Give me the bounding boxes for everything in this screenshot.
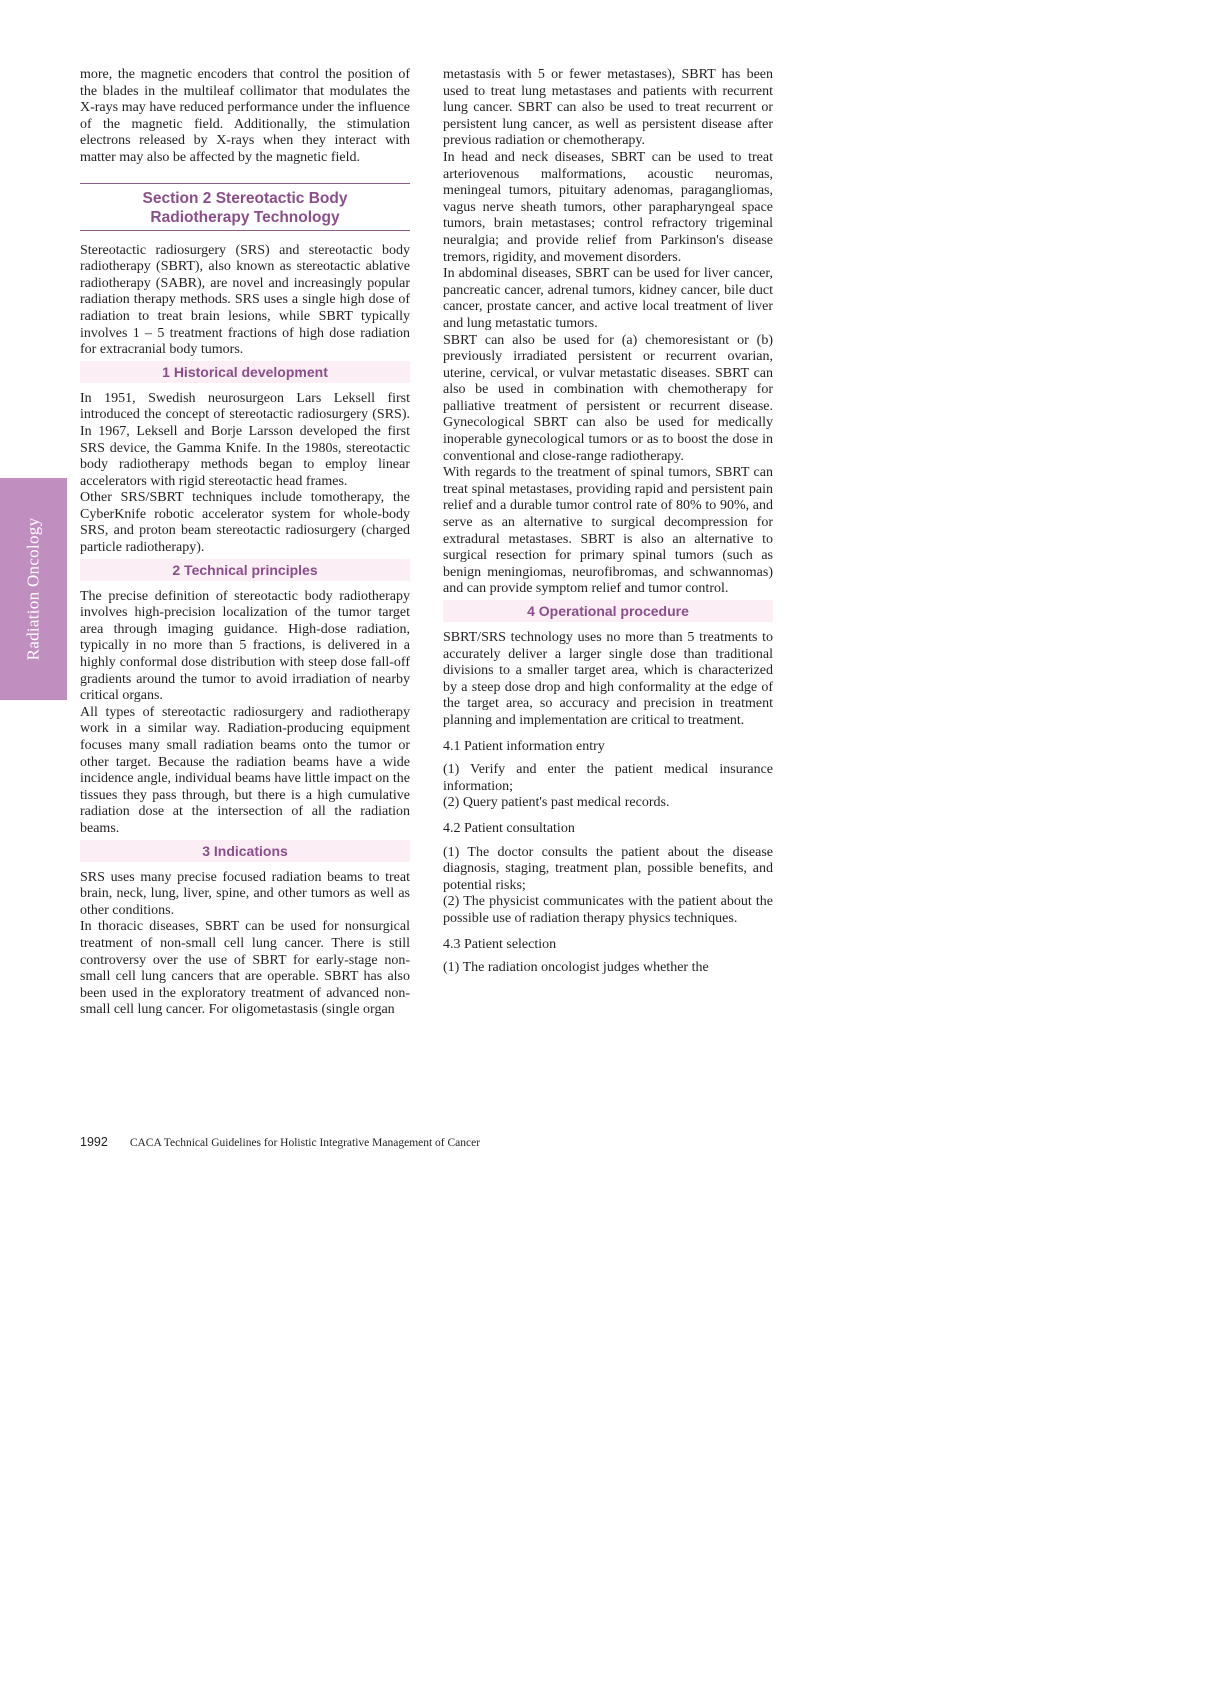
heading-operational: 4 Operational procedure <box>443 600 773 622</box>
section-title-line1: Section 2 Stereotactic Body <box>142 189 348 207</box>
technical-paragraph-1: The precise definition of stereotactic body radiotherapy involves high-precision localization of the tumor target area through imaging guidance. High-dose radiation, typically in no more than 5 fractions, is delivered in a highly conformal dose distribution with steep dose fall-off gradients around the tumor to avoid irradiation of nearby critical organs. <box>80 588 410 704</box>
section-title <box>80 183 410 231</box>
technical-paragraph-2: All types of stereotactic radiosurgery and radiotherapy work in a similar way. Radiation-producing equipment focuses many small radiation beams onto the tumor or other target. Because the radiation beams have a wide incidence angle, individual beams have little impact on the tissues they pass through, but there is a high cumulative radiation dose at the intersection of all the radiation beams. <box>80 704 410 836</box>
page-number: 1992 <box>80 1135 108 1149</box>
indications-paragraph-2: In thoracic diseases, SBRT can be used for nonsurgical treatment of non-small cell lung cancer. There is still controversy over the use of SBRT for early-stage non-small cell lung cancers that are operable. SBRT has also been used in the exploratory treatment of advanced non-small cell lung cancer. For oligometastasis (single organ <box>80 919 410 1018</box>
continued-paragraph: metastasis with 5 or fewer metastases), SBRT has been used to treat lung metastases and patients with recurrent lung cancer. SBRT can also be used to treat recurrent or persistent lung cancer, as well as persistent disease after previous radiation or chemotherapy. <box>443 67 773 149</box>
left-column <box>80 67 410 1019</box>
step-4-2-item-1: (1) The doctor consults the patient about the disease diagnosis, staging, treatment plan, possible benefits, and potential risks; <box>443 844 773 893</box>
step-4-3-heading: 4.3 Patient selection <box>443 936 557 952</box>
abdominal-paragraph: In abdominal diseases, SBRT can be used for liver cancer, pancreatic cancer, adrenal tumors, kidney cancer, bile duct cancer, prostate cancer, and active local treatment of liver and lung metastatic tumors. <box>443 266 773 331</box>
operational-paragraph: SBRT/SRS technology uses no more than 5 treatments to accurately deliver a larger single dose than traditional divisions to a smaller target area, which is characterized by a steep dose drop and high conformality at the edge of the target area, so accuracy and precision in treatment planning and implementation are critical to treatment. <box>443 630 773 728</box>
gynecological-paragraph: SBRT can also be used for (a) chemoresistant or (b) previously irradiated persistent or recurrent ovarian, uterine, cervical, or vulvar metastatic diseases. SBRT can also be used in combination with chemotherapy for palliative treatment of persistent or recurrent disease. Gynecological SBRT can also be used for medically inoperable gynecological tumors or as to boost the dose in conventional and close-range radiotherapy. <box>443 332 773 464</box>
right-column <box>443 67 773 977</box>
intro-paragraph: more, the magnetic encoders that control the position of the blades in the multileaf collimator that modulates the X-rays may have reduced performance under the influence of the magnetic field. Additionally, the stimulation electrons released by X-rays when they interact with matter may also be affected by the magnetic field. <box>80 67 410 165</box>
page-footer <box>80 1135 480 1149</box>
indications-paragraph-1: SRS uses many precise focused radiation beams to treat brain, neck, lung, liver, spine, and other tumors as well as other conditions. <box>80 869 410 918</box>
head-neck-paragraph: In head and neck diseases, SBRT can be used to treat arteriovenous malformations, acoustic neuromas, meningeal tumors, pituitary adenomas, paragangliomas, vagus nerve sheath tumors, other parapharyngeal space tumors, brain metastases; control refractory trigeminal neuralgia; and provide relief from Parkinson's disease tremors, rigidity, and movement disorders. <box>443 149 773 265</box>
step-4-1-item-2: (2) Query patient's past medical records. <box>443 795 670 811</box>
heading-indications: 3 Indications <box>80 840 410 862</box>
side-tab <box>0 478 67 700</box>
side-tab-label: Radiation Oncology <box>23 517 43 661</box>
historical-paragraph-2: Other SRS/SBRT techniques include tomotherapy, the CyberKnife robotic accelerator system for whole-body SRS, and proton beam stereotactic radiosurgery (charged particle radiotherapy). <box>80 490 410 556</box>
step-4-2-heading: 4.2 Patient consultation <box>443 820 575 836</box>
heading-historical: 1 Historical development <box>80 361 410 383</box>
step-4-2-item-2: (2) The physicist communicates with the patient about the possible use of radiation therapy physics techniques. <box>443 894 773 926</box>
spinal-paragraph: With regards to the treatment of spinal tumors, SBRT can treat spinal metastases, providing rapid and persistent pain relief and a durable tumor control rate of 80% to 90%, and serve as an alternative to surgical decompression for extradural metastases. SBRT is also an alternative to surgical resection for primary spinal tumors (such as benign meningiomas, neurofibromas, and schwannomas) and can provide symptom relief and tumor control. <box>443 465 773 597</box>
step-4-1-heading: 4.1 Patient information entry <box>443 738 605 754</box>
publication-title: CACA Technical Guidelines for Holistic Integrative Management of Cancer <box>129 1137 481 1149</box>
section-title-line2: Radiotherapy Technology <box>150 208 340 226</box>
heading-technical: 2 Technical principles <box>80 559 410 581</box>
step-4-1-item-1: (1) Verify and enter the patient medical insurance information; <box>443 762 773 794</box>
step-4-3-item-1: (1) The radiation oncologist judges whether the <box>443 960 709 976</box>
section-intro: Stereotactic radiosurgery (SRS) and stereotactic body radiotherapy (SBRT), also known as stereotactic ablative radiotherapy (SABR), are novel and increasingly popular radiation therapy methods. SRS uses a single high dose of radiation to treat brain lesions, while SBRT typically involves 1 – 5 treatment fractions of high dose radiation for extracranial body tumors. <box>80 242 410 358</box>
historical-paragraph-1: In 1951, Swedish neurosurgeon Lars Leksell first introduced the concept of stereotactic radiosurgery (SRS). In 1967, Leksell and Borje Larsson developed the first SRS device, the Gamma Knife. In the 1980s, stereotactic body radiotherapy methods began to employ linear accelerators with rigid stereotactic head frames. <box>80 390 410 489</box>
